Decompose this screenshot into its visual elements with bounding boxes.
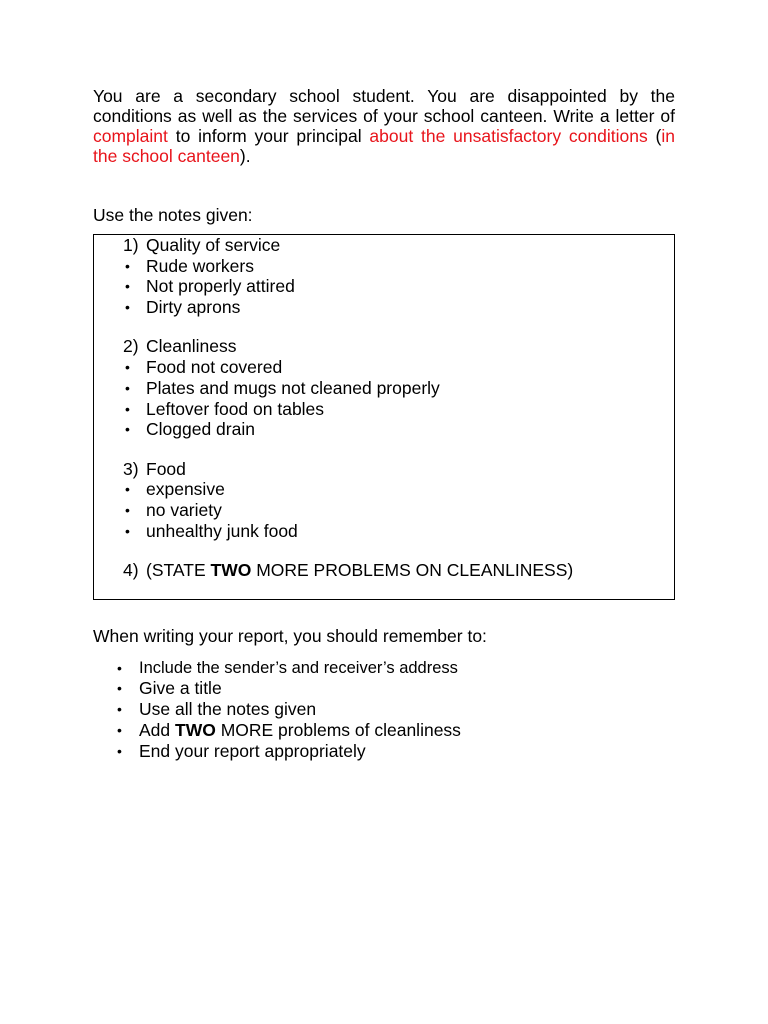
highlight-complaint: complaint — [93, 126, 168, 146]
list-item-text: Leftover food on tables — [146, 399, 325, 419]
instruction-text: Add — [139, 720, 175, 740]
emphasis-text: TWO — [175, 720, 216, 740]
bullet-icon: • — [117, 722, 122, 738]
reminder-heading: When writing your report, you should remember to: — [93, 626, 487, 646]
list-item-text: Plates and mugs not cleaned properly — [146, 378, 440, 398]
list-item-text: Rude workers — [146, 256, 254, 276]
bullet-icon: • — [125, 523, 130, 539]
section-number: 1) — [123, 235, 139, 255]
section-title: Cleanliness — [146, 336, 237, 356]
bullet-icon: • — [125, 481, 130, 497]
bullet-icon: • — [125, 380, 130, 396]
bullet-icon: • — [125, 401, 130, 417]
bullet-icon: • — [117, 660, 122, 676]
section-title: Quality of service — [146, 235, 281, 255]
list-item-text: Give a title — [139, 678, 222, 698]
list-item-text: Dirty aprons — [146, 297, 241, 317]
section-number: 3) — [123, 459, 139, 479]
list-item-text: no variety — [146, 500, 222, 520]
list-item-text: unhealthy junk food — [146, 521, 298, 541]
section-number: 2) — [123, 336, 139, 356]
instruction-text: (STATE — [146, 560, 211, 580]
list-item-text: Clogged drain — [146, 419, 255, 439]
intro-text-2: to inform your principal — [167, 126, 370, 146]
bullet-icon: • — [125, 421, 130, 437]
bullet-icon: • — [125, 278, 130, 294]
list-item-text: End your report appropriately — [139, 741, 366, 761]
section-title — [146, 560, 573, 580]
bullet-icon: • — [117, 680, 122, 696]
instruction-text: MORE problems of cleanliness — [215, 720, 461, 740]
list-item-text: expensive — [146, 479, 225, 499]
reminder-list — [0, 658, 768, 768]
section-title: Food — [146, 459, 186, 479]
intro-text-1: You are a secondary school student. You are disappointed by the conditions as well as the services of your school canteen. Write a letter of — [93, 86, 675, 126]
task-instructions — [93, 86, 675, 225]
highlight-canteen: in the school canteen — [93, 126, 675, 166]
emphasis-text: TWO — [210, 560, 252, 580]
highlight-conditions: about the unsatisfactory conditions — [369, 126, 648, 146]
notes-box — [93, 234, 675, 600]
bullet-icon: • — [125, 502, 130, 518]
bullet-icon: • — [125, 258, 130, 274]
instruction-text: MORE PROBLEMS ON CLEANLINESS) — [251, 560, 574, 580]
bullet-icon: • — [125, 299, 130, 315]
section-number: 4) — [123, 560, 139, 580]
intro-text-3: ( — [647, 126, 662, 146]
list-item-text: Use all the notes given — [139, 699, 317, 719]
notes-label: Use the notes given: — [93, 205, 253, 225]
intro-text-4: ). — [239, 146, 251, 166]
bullet-icon: • — [117, 701, 122, 717]
list-item-text: Include the sender’s and receiver’s address — [139, 659, 458, 677]
bullet-icon: • — [117, 743, 122, 759]
intro-paragraph — [93, 86, 675, 166]
list-item-text: Food not covered — [146, 357, 283, 377]
list-item-text — [139, 720, 461, 740]
bullet-icon: • — [125, 359, 130, 375]
list-item-text: Not properly attired — [146, 276, 295, 296]
